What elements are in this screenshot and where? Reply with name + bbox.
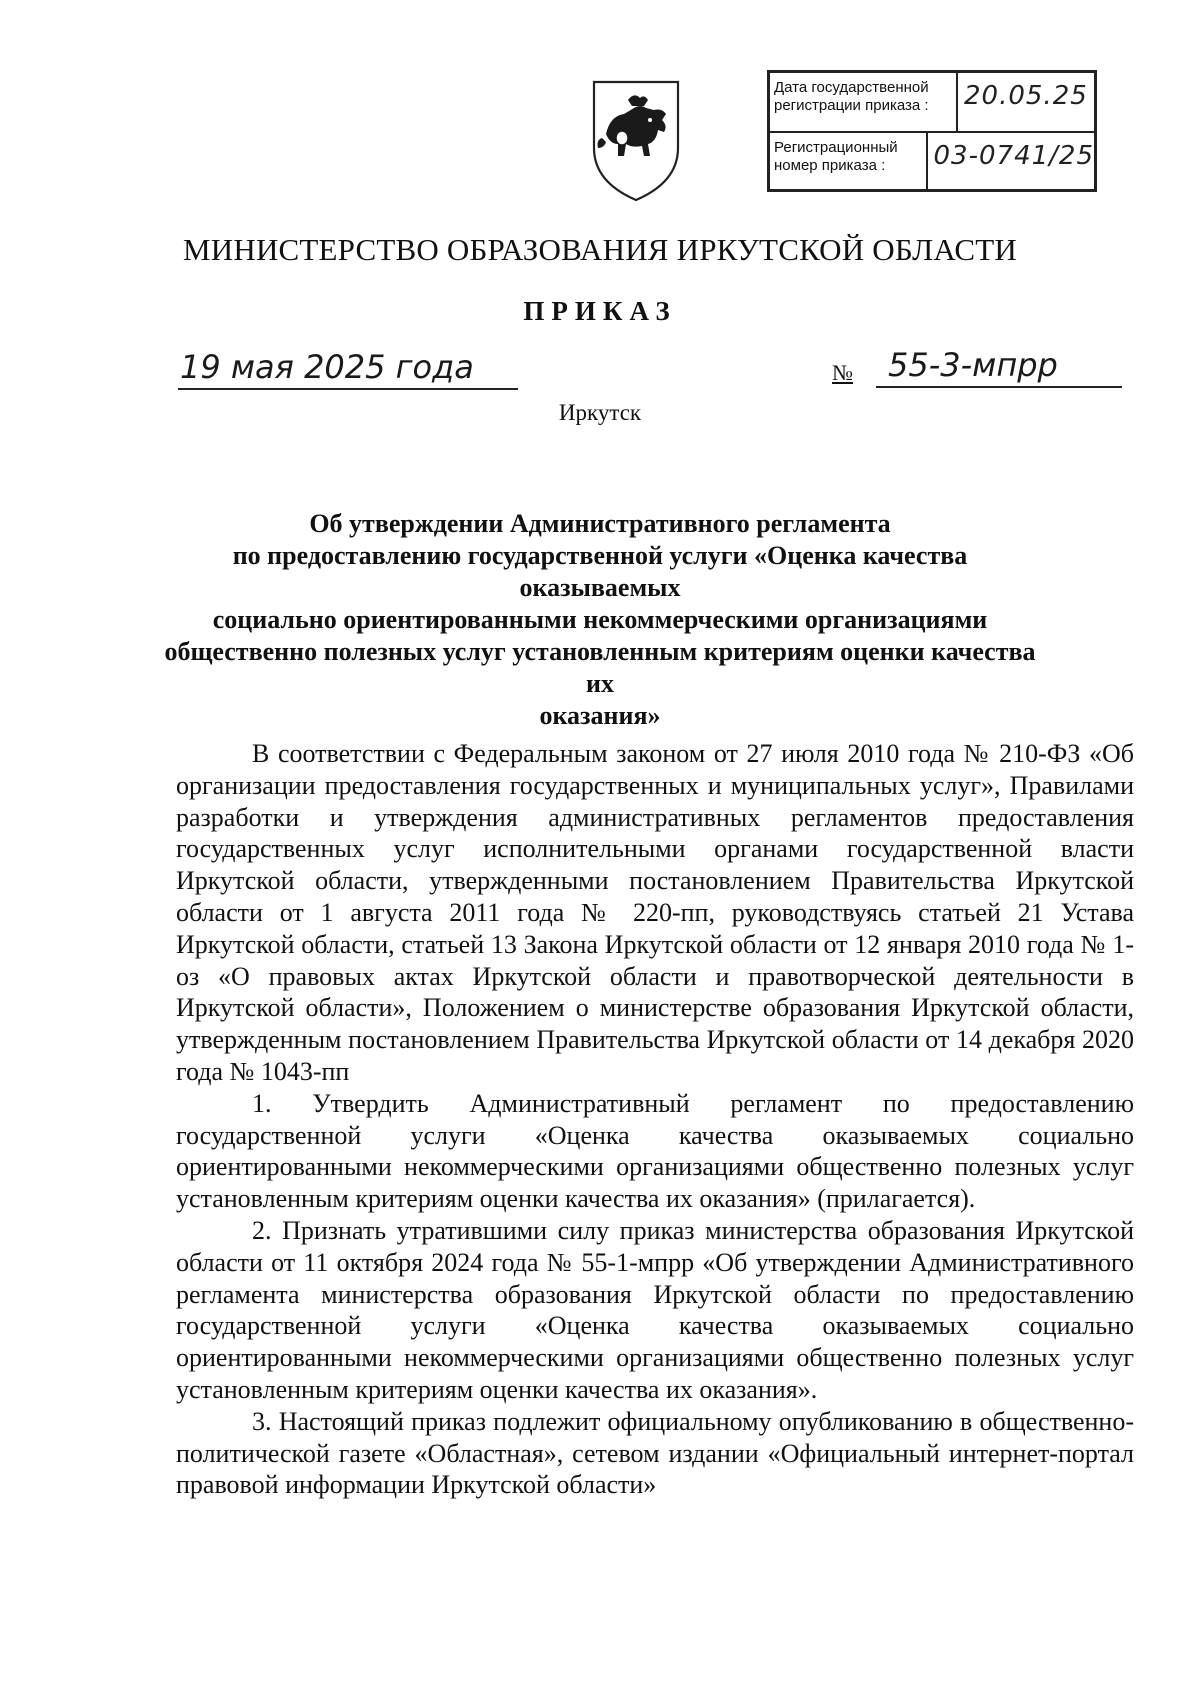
stamp-date-value: 20.05.25 bbox=[964, 81, 1088, 111]
order-number-handwritten: 55-3-мпрр bbox=[888, 346, 1058, 384]
order-date-field bbox=[178, 344, 518, 390]
stamp-number-row bbox=[770, 131, 1094, 191]
order-heading: ПРИКАЗ bbox=[523, 296, 677, 326]
item-2-paragraph: 2. Признать утратившими силу приказ министерства образования Иркутской области от 11 октября 2024 года № 55-1-мпрр «Об утверждении Административного регламента министерства образования Иркутской области по предоставлению государственной услуги «Оценка качества оказываемых социально ориентированными некоммерческими организациями общественно полезных услуг установленным критериям оценки качества их оказания». bbox=[176, 1215, 1134, 1404]
stamp-date-row bbox=[770, 73, 1094, 131]
coat-of-arms-emblem bbox=[588, 78, 684, 204]
city-name: Иркутск bbox=[558, 400, 642, 425]
number-underline bbox=[876, 386, 1122, 388]
stamp-date-label: Дата государственной регистрации приказа : bbox=[770, 73, 958, 131]
title-line: социально ориентированными некоммерческими организациями bbox=[212, 605, 988, 634]
item-3-paragraph: 3. Настоящий приказ подлежит официальному опубликованию в общественно-политической газете «Областная», сетевом издании «Официальный интернет-портал правовой информации Иркутской области» bbox=[176, 1406, 1134, 1500]
title-line: по предоставлению государственной услуги «Оценка качества оказываемых bbox=[232, 541, 968, 602]
item-1-paragraph: 1. Утвердить Административный регламент по предоставлению государственной услуги «Оценка качества оказываемых социально ориентированными некоммерческими организациями общественно полезных услуг установленным критериям оценки качества их оказания» (прилагается). bbox=[176, 1088, 1134, 1214]
preamble-paragraph: В соответствии с Федеральным законом от 27 июля 2010 года № 210-ФЗ «Об организации предоставления государственных и муниципальных услуг», Правилами разработки и утверждения административных регламентов предоставления государственных услуг исполнительными органами государственной власти Иркутской области, утвержденными постановлением Правительства Иркутской области от 1 августа 2011 года № 220-пп, руководствуясь статьей 21 Устава Иркутской области, статьей 13 Закона Иркутской области от 12 января 2010 года № 1-оз «О правовых актах Иркутской области и правотворческой деятельности в Иркутской области», Положением о министерстве образования Иркутской области, утвержденным постановлением Правительства Иркутской области от 14 декабря 2020 года № 1043-пп bbox=[176, 739, 1134, 1086]
order-number-field bbox=[832, 348, 1122, 392]
document-title bbox=[160, 508, 1040, 732]
order-date-handwritten: 19 мая 2025 года bbox=[180, 348, 474, 386]
title-line: Об утверждении Административного регламента bbox=[309, 509, 891, 538]
title-line: оказания» bbox=[539, 701, 661, 730]
stamp-number-label: Регистрационный номер приказа : bbox=[770, 133, 928, 191]
number-sign: № bbox=[832, 360, 853, 385]
stamp-number-value: 03-0741/25 bbox=[933, 141, 1094, 171]
title-line: общественно полезных услуг установленным критериям оценки качества их bbox=[164, 637, 1036, 698]
document-body bbox=[176, 738, 1134, 1501]
ministry-name: МИНИСТЕРСТВО ОБРАЗОВАНИЯ ИРКУТСКОЙ ОБЛАСТИ bbox=[183, 232, 1017, 267]
registration-stamp bbox=[767, 70, 1097, 192]
